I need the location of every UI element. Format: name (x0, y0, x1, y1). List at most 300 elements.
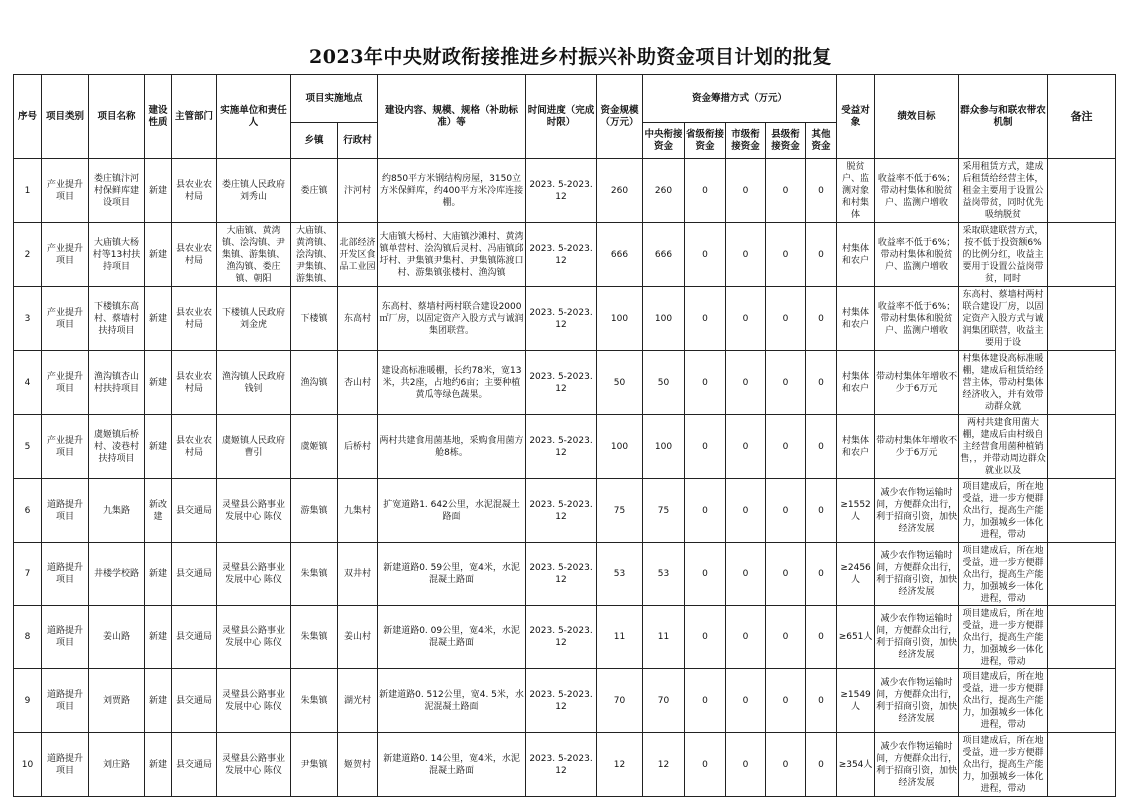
cell-central-text: 260 (654, 185, 673, 196)
cell-dept (172, 159, 217, 223)
cell-goal (875, 606, 959, 669)
cell-county (766, 287, 806, 351)
cell-other-text: 0 (818, 632, 824, 642)
cell-implementer (217, 287, 291, 351)
cell-seq (14, 159, 42, 223)
cell-schedule (526, 415, 597, 479)
cell-village-text: 姬贺村 (344, 759, 372, 770)
cell-category-text: 道路提升项目 (46, 626, 83, 648)
cell-village (338, 159, 378, 223)
cell-central (643, 479, 685, 543)
cell-participation-text: 两村共建食用菌大棚，建成后由村级自主经营食用菌种植销售，，并带动周边群众就业以及 (960, 417, 1046, 476)
cell-county-text: 0 (782, 569, 789, 579)
cell-city (726, 159, 766, 223)
cell-goal-text: 减少农作物运输时间，方便群众出行，利于招商引资，加快经济发展 (876, 487, 958, 534)
cell-town (291, 223, 338, 287)
cell-town (291, 733, 338, 797)
cell-category (42, 415, 89, 479)
cell-project-name-text: 虞姬镇后桥村、凌巷村扶持项目 (93, 429, 139, 464)
table-row (14, 479, 1116, 543)
cell-participation-text: 东高村、蔡墙村两村联合建设厂房，以固定资产入股方式与诚润集团联营，收益主要用于设 (962, 289, 1044, 348)
cell-village-text: 汴河村 (344, 185, 372, 196)
cell-village (338, 351, 378, 415)
cell-city-text: 0 (742, 185, 749, 196)
cell-county (766, 733, 806, 797)
cell-scale (597, 669, 643, 733)
cell-remark (1048, 159, 1116, 223)
cell-town-text: 尹集镇 (300, 759, 328, 770)
cell-nature-text: 新建 (148, 249, 167, 260)
cell-dept-text: 县农业农村局 (175, 371, 212, 394)
cell-county (766, 159, 806, 223)
header-funding: 资金筹措方式（万元） (643, 75, 837, 123)
cell-dept-text: 县交通局 (175, 695, 212, 706)
cell-provincial (685, 543, 726, 606)
cell-dept-text: 县农业农村局 (175, 179, 212, 202)
cell-scale-text: 50 (613, 377, 626, 388)
document-title: 2023年中央财政衔接推进乡村振兴补助资金项目计划的批复 (309, 46, 832, 68)
cell-category-text: 道路提升项目 (46, 689, 83, 712)
cell-schedule (526, 733, 597, 797)
cell-category-text: 产业提升项目 (46, 307, 83, 330)
header-schedule: 时间进度（完成时限） (526, 75, 597, 159)
cell-schedule (526, 606, 597, 669)
cell-goal-text: 收益率不低于6%；带动村集体和脱贫户、监测户增收 (877, 237, 956, 272)
cell-goal (875, 543, 959, 606)
cell-village (338, 223, 378, 287)
cell-goal (875, 287, 959, 351)
cell-provincial (685, 415, 726, 479)
cell-content-text: 两村共建食用菌基地，采购食用菌方舱8栋。 (379, 435, 524, 458)
cell-village-text: 后桥村 (344, 441, 372, 452)
cell-schedule-text: 2023. 5-2023. 12 (529, 563, 593, 585)
cell-seq (14, 669, 42, 733)
cell-category (42, 479, 89, 543)
cell-beneficiary-text: ≥354人 (838, 759, 873, 770)
cell-content-text: 新建道路0. 59公里，宽4米，水泥混凝土路面 (383, 563, 520, 585)
cell-county-text: 0 (782, 313, 789, 324)
cell-project-name-text: 大庙镇大杨村等13村扶持项目 (92, 237, 141, 272)
cell-implementer (217, 159, 291, 223)
cell-participation (959, 351, 1048, 415)
cell-beneficiary-text: 村集体和农户 (842, 371, 870, 394)
header-scale: 资金规模（万元） (597, 75, 643, 159)
cell-central-text: 100 (654, 313, 673, 324)
cell-seq-text: 4 (24, 377, 31, 388)
cell-seq (14, 287, 42, 351)
header-nature: 建设性质 (145, 75, 172, 159)
header-goal: 绩效目标 (875, 75, 959, 159)
cell-county (766, 351, 806, 415)
table-row (14, 159, 1116, 223)
cell-project-name (89, 606, 145, 669)
cell-seq (14, 543, 42, 606)
cell-participation-text: 村集体建设高标准暖棚，建成后租赁给经营主体，带动村集体经济收入，并有效带动群众就 (962, 353, 1044, 412)
cell-goal (875, 351, 959, 415)
cell-village-text: 东高村 (344, 313, 372, 324)
cell-scale (597, 351, 643, 415)
header-remark: 备注 (1048, 75, 1116, 159)
cell-implementer (217, 479, 291, 543)
cell-participation-text: 项目建成后，所在地受益，进一步方便群众出行，提高生产能力，加强城乡一体化进程，带动 (962, 735, 1044, 794)
cell-provincial-text: 0 (702, 759, 708, 770)
cell-remark (1048, 287, 1116, 351)
header-seq: 序号 (14, 75, 42, 159)
cell-project-name (89, 287, 145, 351)
cell-city-text: 0 (742, 505, 749, 516)
table-row (14, 606, 1116, 669)
cell-beneficiary (837, 287, 875, 351)
cell-town-text: 游集镇 (300, 505, 328, 516)
cell-scale-text: 70 (613, 695, 626, 706)
cell-remark (1048, 606, 1116, 669)
cell-implementer-text: 灵璧县公路事业发展中心 陈仪 (221, 563, 285, 585)
cell-provincial (685, 669, 726, 733)
cell-beneficiary-text: 村集体和农户 (842, 435, 870, 458)
cell-dept (172, 606, 217, 669)
cell-county-text: 0 (782, 441, 789, 452)
cell-central-text: 53 (657, 569, 670, 579)
cell-town-text: 朱集镇 (300, 632, 328, 642)
cell-project-name (89, 669, 145, 733)
cell-central (643, 733, 685, 797)
header-city: 市级衔接资金 (726, 123, 766, 159)
cell-remark (1048, 415, 1116, 479)
cell-content (378, 159, 526, 223)
cell-village-text: 杏山村 (344, 377, 372, 388)
header-other: 其他资金 (806, 123, 837, 159)
cell-other-text: 0 (818, 695, 824, 706)
cell-schedule-text: 2023. 5-2023. 12 (529, 753, 593, 776)
cell-participation (959, 543, 1048, 606)
cell-schedule (526, 479, 597, 543)
cell-seq (14, 479, 42, 543)
cell-scale-text: 666 (610, 249, 629, 260)
cell-participation (959, 223, 1048, 287)
cell-provincial-text: 0 (702, 185, 708, 196)
cell-county (766, 223, 806, 287)
cell-town-text: 虞姬镇 (300, 441, 328, 452)
cell-provincial (685, 606, 726, 669)
cell-goal-text: 带动村集体年增收不少于6万元 (876, 371, 958, 394)
cell-goal (875, 415, 959, 479)
cell-implementer-text: 灵璧县公路事业发展中心 陈仪 (221, 753, 285, 776)
cell-content-text: 新建道路0. 09公里，宽4米，水泥混凝土路面 (383, 626, 520, 648)
cell-category (42, 733, 89, 797)
cell-nature-text: 新建 (148, 759, 167, 770)
cell-village (338, 733, 378, 797)
cell-provincial (685, 159, 726, 223)
cell-village (338, 543, 378, 606)
cell-scale (597, 159, 643, 223)
cell-seq (14, 223, 42, 287)
cell-project-name (89, 159, 145, 223)
cell-beneficiary-text: ≥651人 (838, 632, 873, 642)
cell-schedule-text: 2023. 5-2023. 12 (529, 435, 593, 458)
cell-remark (1048, 543, 1116, 606)
cell-category-text: 产业提升项目 (46, 243, 83, 266)
cell-dept (172, 669, 217, 733)
cell-village (338, 606, 378, 669)
cell-schedule-text: 2023. 5-2023. 12 (529, 179, 593, 202)
cell-scale (597, 733, 643, 797)
cell-beneficiary (837, 159, 875, 223)
cell-project-name-text: 娄庄镇汴河村保鲜库建设项目 (93, 173, 139, 208)
cell-dept-text: 县农业农村局 (175, 307, 212, 330)
cell-implementer (217, 351, 291, 415)
cell-schedule-text: 2023. 5-2023. 12 (529, 499, 593, 522)
cell-central (643, 351, 685, 415)
project-table (13, 74, 1116, 797)
cell-project-name-text: 下楼镇东高村、蔡墙村扶持项目 (93, 301, 139, 336)
cell-central-text: 50 (657, 377, 670, 388)
cell-town (291, 543, 338, 606)
cell-schedule (526, 159, 597, 223)
cell-seq-text: 2 (24, 249, 31, 260)
cell-town (291, 669, 338, 733)
cell-content-text: 建设高标准暖棚，长约78米，宽13米，共2座，占地约6亩；主要种植黄瓜等绿色蔬果。 (381, 365, 522, 400)
cell-beneficiary (837, 543, 875, 606)
cell-project-name-text: 刘庄路 (102, 759, 130, 770)
header-central: 中央衔接资金 (643, 123, 685, 159)
cell-participation (959, 733, 1048, 797)
cell-schedule (526, 543, 597, 606)
cell-central-text: 100 (654, 441, 673, 452)
cell-content (378, 479, 526, 543)
cell-dept (172, 223, 217, 287)
cell-seq-text: 5 (24, 441, 31, 452)
cell-central-text: 11 (657, 632, 670, 642)
cell-village-text: 北部经济开发区食品工业园 (339, 237, 376, 272)
cell-goal (875, 479, 959, 543)
cell-county-text: 0 (782, 759, 789, 770)
cell-village (338, 669, 378, 733)
cell-category (42, 287, 89, 351)
cell-city-text: 0 (742, 569, 749, 579)
cell-dept (172, 351, 217, 415)
cell-city-text: 0 (742, 441, 749, 452)
cell-goal-text: 减少农作物运输时间，方便群众出行，利于招商引资，加快经济发展 (876, 614, 958, 660)
table-body (14, 159, 1116, 797)
cell-nature-text: 新改建 (148, 499, 167, 522)
cell-central (643, 543, 685, 606)
cell-implementer (217, 669, 291, 733)
cell-other-text: 0 (818, 185, 824, 196)
cell-beneficiary-text: ≥1552人 (840, 499, 871, 522)
cell-category (42, 669, 89, 733)
cell-nature (145, 543, 172, 606)
cell-content-text: 大庙镇大杨村、大庙镇沙滩村、黄湾镇单营村、浍沟镇后灵村、冯庙镇邱圩村、尹集镇尹集村、尹集镇陈渡口村、游集镇张楼村、渔沟镇 (379, 231, 524, 278)
cell-implementer-text: 渔沟镇人民政府 钱钊 (221, 371, 285, 394)
cell-scale (597, 543, 643, 606)
cell-central (643, 287, 685, 351)
cell-implementer (217, 223, 291, 287)
cell-nature (145, 479, 172, 543)
cell-schedule (526, 223, 597, 287)
cell-central (643, 606, 685, 669)
cell-nature (145, 669, 172, 733)
cell-seq (14, 606, 42, 669)
header-location: 项目实施地点 (291, 75, 378, 123)
cell-category (42, 351, 89, 415)
cell-implementer-text: 灵璧县公路事业发展中心 陈仪 (221, 626, 285, 648)
cell-beneficiary-text: ≥1549人 (840, 689, 871, 712)
cell-village (338, 415, 378, 479)
cell-county-text: 0 (782, 695, 789, 706)
cell-content-text: 东高村、蔡墙村两村联合建设2000㎡厂房，以固定资产入股方式与诚润集团联营。 (379, 301, 524, 336)
cell-other (806, 415, 837, 479)
cell-participation-text: 项目建成后，所在地受益，进一步方便群众出行，提高生产能力，加强城乡一体化进程，带动 (962, 671, 1044, 730)
cell-city-text: 0 (742, 632, 749, 642)
cell-nature-text: 新建 (148, 441, 167, 452)
cell-nature (145, 415, 172, 479)
cell-content (378, 415, 526, 479)
cell-other (806, 159, 837, 223)
cell-provincial-text: 0 (702, 377, 708, 388)
cell-dept-text: 县农业农村局 (175, 435, 212, 458)
cell-village-text: 姜山村 (344, 632, 372, 642)
cell-central-text: 70 (657, 695, 670, 706)
header-content: 建设内容、规模、规格（补助标准）等 (378, 75, 526, 159)
cell-town-text: 大庙镇、黄湾镇、浍沟镇、尹集镇、游集镇、 (295, 225, 332, 284)
header-provincial: 省级衔接资金 (685, 123, 726, 159)
cell-schedule (526, 351, 597, 415)
cell-content (378, 223, 526, 287)
cell-county (766, 479, 806, 543)
cell-other-text: 0 (818, 759, 824, 770)
cell-category-text: 产业提升项目 (46, 179, 83, 202)
cell-goal (875, 733, 959, 797)
cell-city (726, 479, 766, 543)
cell-other-text: 0 (818, 313, 824, 324)
cell-other (806, 606, 837, 669)
cell-schedule (526, 669, 597, 733)
cell-central (643, 669, 685, 733)
cell-dept-text: 县交通局 (175, 505, 212, 516)
header-dept: 主管部门 (172, 75, 217, 159)
cell-village-text: 九集村 (344, 505, 372, 516)
cell-other (806, 287, 837, 351)
table-row (14, 669, 1116, 733)
cell-nature (145, 733, 172, 797)
cell-dept (172, 479, 217, 543)
header-village: 行政村 (338, 123, 378, 159)
cell-city (726, 606, 766, 669)
cell-remark (1048, 351, 1116, 415)
cell-project-name-text: 姜山路 (102, 632, 130, 642)
cell-project-name (89, 415, 145, 479)
cell-content-text: 新建道路0. 14公里，宽4米，水泥混凝土路面 (383, 753, 520, 776)
cell-city-text: 0 (742, 249, 749, 260)
cell-beneficiary-text: 脱贫户、监测对象和村集体 (842, 161, 870, 220)
cell-central-text: 75 (657, 505, 670, 516)
header-category: 项目类别 (42, 75, 89, 159)
cell-county-text: 0 (782, 185, 789, 196)
cell-town (291, 606, 338, 669)
cell-city (726, 669, 766, 733)
cell-city (726, 415, 766, 479)
cell-goal-text: 带动村集体年增收不少于6万元 (876, 435, 958, 458)
cell-project-name (89, 351, 145, 415)
cell-category (42, 223, 89, 287)
cell-provincial (685, 223, 726, 287)
cell-beneficiary-text: 村集体和农户 (842, 307, 870, 330)
cell-nature-text: 新建 (148, 632, 167, 642)
cell-nature-text: 新建 (148, 695, 167, 706)
cell-town (291, 415, 338, 479)
cell-category (42, 159, 89, 223)
cell-town-text: 朱集镇 (300, 695, 328, 706)
header-town: 乡镇 (291, 123, 338, 159)
cell-scale-text: 260 (610, 185, 629, 196)
cell-scale (597, 606, 643, 669)
cell-central (643, 223, 685, 287)
cell-village-text: 湖光村 (344, 695, 372, 706)
cell-implementer (217, 543, 291, 606)
cell-implementer-text: 虞姬镇人民政府 曹引 (221, 435, 285, 458)
cell-dept (172, 415, 217, 479)
header-name: 项目名称 (89, 75, 145, 159)
cell-project-name-text: 井楼学校路 (93, 569, 139, 579)
cell-category-text: 道路提升项目 (46, 753, 83, 776)
cell-implementer-text: 大庙镇、黄湾镇、浍沟镇、尹集镇、游集镇、渔沟镇、娄庄镇、朝阳 (221, 225, 285, 284)
cell-beneficiary (837, 223, 875, 287)
header-beneficiary: 受益对象 (837, 75, 875, 159)
cell-provincial-text: 0 (702, 313, 708, 324)
cell-central (643, 415, 685, 479)
cell-other-text: 0 (818, 505, 824, 516)
cell-project-name (89, 223, 145, 287)
cell-content (378, 287, 526, 351)
cell-central-text: 666 (654, 249, 673, 260)
cell-content (378, 606, 526, 669)
cell-scale (597, 415, 643, 479)
cell-town (291, 351, 338, 415)
cell-nature-text: 新建 (148, 569, 167, 579)
cell-dept-text: 县交通局 (175, 632, 212, 642)
cell-category (42, 543, 89, 606)
cell-category-text: 产业提升项目 (46, 435, 83, 458)
cell-seq-text: 8 (24, 632, 31, 642)
cell-beneficiary (837, 351, 875, 415)
cell-other (806, 669, 837, 733)
cell-beneficiary (837, 733, 875, 797)
cell-scale (597, 479, 643, 543)
cell-participation (959, 287, 1048, 351)
cell-implementer (217, 733, 291, 797)
cell-provincial-text: 0 (702, 505, 708, 516)
cell-seq-text: 9 (24, 695, 31, 706)
cell-beneficiary (837, 669, 875, 733)
cell-village-text: 双井村 (344, 569, 372, 579)
cell-nature (145, 606, 172, 669)
cell-goal-text: 减少农作物运输时间，方便群众出行，利于招商引资，加快经济发展 (876, 677, 958, 724)
cell-city-text: 0 (742, 759, 749, 770)
cell-implementer-text: 灵璧县公路事业发展中心 陈仪 (221, 689, 285, 712)
header-implementer: 实施单位和责任人 (217, 75, 291, 159)
cell-implementer-text: 灵璧县公路事业发展中心 陈仪 (221, 499, 285, 522)
cell-county (766, 415, 806, 479)
cell-remark (1048, 479, 1116, 543)
cell-other (806, 351, 837, 415)
cell-content (378, 543, 526, 606)
cell-participation (959, 606, 1048, 669)
cell-city (726, 543, 766, 606)
cell-village (338, 479, 378, 543)
cell-content-text: 新建道路0. 512公里，宽4. 5米，水泥混凝土路面 (379, 689, 524, 712)
cell-category (42, 606, 89, 669)
cell-nature-text: 新建 (148, 377, 167, 388)
